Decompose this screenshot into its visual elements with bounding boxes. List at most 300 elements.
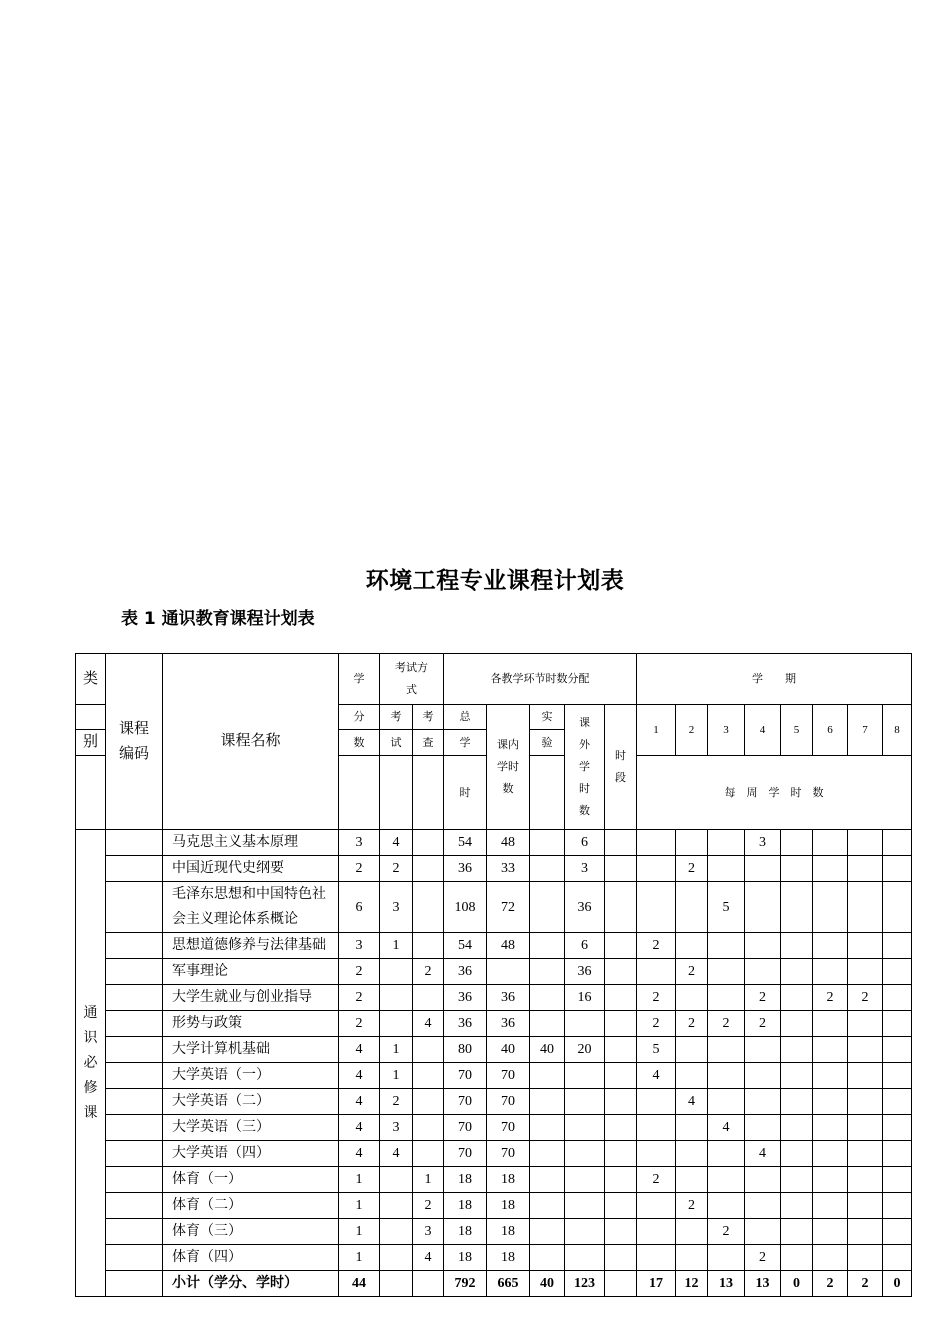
exam-cell: 2	[380, 1089, 413, 1115]
course-code-cell	[106, 1193, 163, 1219]
semester-6-hours-cell	[813, 1141, 848, 1167]
semester-6-hours-cell	[813, 1167, 848, 1193]
lab-hours-cell	[530, 959, 565, 985]
in-class-hours-cell: 72	[487, 882, 530, 933]
semester-7-hours-cell	[848, 1245, 883, 1271]
semester-6-hours-cell: 2	[813, 1271, 848, 1297]
check-cell: 2	[413, 1193, 444, 1219]
table-caption: 表 1 通识教育课程计划表	[121, 609, 315, 629]
header-total-hours-mid: 学	[444, 730, 487, 756]
period-cell	[605, 985, 637, 1011]
exam-cell: 4	[380, 830, 413, 856]
header-check: 考	[413, 705, 444, 730]
semester-4-hours-cell	[745, 882, 781, 933]
semester-4-hours-cell: 13	[745, 1271, 781, 1297]
semester-4-hours-cell: 4	[745, 1141, 781, 1167]
period-cell	[605, 1063, 637, 1089]
semester-5-hours-cell	[781, 933, 813, 959]
semester-1-hours-cell	[637, 1141, 676, 1167]
semester-5-hours-cell	[781, 1193, 813, 1219]
credit-cell: 4	[339, 1089, 380, 1115]
total-hours-cell: 36	[444, 856, 487, 882]
exam-cell: 4	[380, 1141, 413, 1167]
semester-6-hours-cell	[813, 1193, 848, 1219]
course-row	[76, 1037, 912, 1063]
credit-cell: 2	[339, 959, 380, 985]
total-hours-cell: 18	[444, 1193, 487, 1219]
in-class-hours-cell: 70	[487, 1141, 530, 1167]
semester-6-hours-cell	[813, 1063, 848, 1089]
credit-cell: 44	[339, 1271, 380, 1297]
header-lab-top: 实	[530, 705, 565, 730]
header-extra	[565, 705, 605, 830]
semester-6-hours-cell	[813, 882, 848, 933]
header-extra-c5: 数	[579, 805, 590, 817]
semester-8-hours-cell	[883, 1193, 912, 1219]
semester-5-hours-cell	[781, 1219, 813, 1245]
semester-4-hours-cell	[745, 933, 781, 959]
extra-hours-cell	[565, 1219, 605, 1245]
total-hours-cell: 54	[444, 933, 487, 959]
exam-cell	[380, 1011, 413, 1037]
period-cell	[605, 1167, 637, 1193]
exam-cell	[380, 985, 413, 1011]
extra-hours-cell	[565, 1011, 605, 1037]
semester-8-hours-cell	[883, 1037, 912, 1063]
header-total-hours-top: 总	[444, 705, 487, 730]
total-hours-cell: 70	[444, 1115, 487, 1141]
check-cell	[413, 933, 444, 959]
lab-hours-cell	[530, 933, 565, 959]
credit-cell: 6	[339, 882, 380, 933]
semester-5-hours-cell	[781, 959, 813, 985]
credit-cell: 1	[339, 1167, 380, 1193]
header-lab-blank	[530, 756, 565, 830]
semester-3-hours-cell	[708, 830, 745, 856]
in-class-hours-cell: 36	[487, 985, 530, 1011]
course-code-cell	[106, 1037, 163, 1063]
header-credit-bottom: 数	[339, 730, 380, 756]
lab-hours-cell	[530, 1245, 565, 1271]
semester-7-hours-cell	[848, 1011, 883, 1037]
semester-4-hours-cell: 2	[745, 985, 781, 1011]
header-sem-6: 6	[813, 705, 848, 756]
period-cell	[605, 830, 637, 856]
check-cell: 2	[413, 959, 444, 985]
semester-7-hours-cell	[848, 1193, 883, 1219]
semester-8-hours-cell	[883, 933, 912, 959]
exam-cell	[380, 1193, 413, 1219]
header-credit-top: 学	[339, 654, 380, 705]
semester-6-hours-cell	[813, 1219, 848, 1245]
total-hours-cell: 54	[444, 830, 487, 856]
extra-hours-cell	[565, 1245, 605, 1271]
total-hours-cell: 18	[444, 1167, 487, 1193]
lab-hours-cell	[530, 985, 565, 1011]
semester-3-hours-cell	[708, 1063, 745, 1089]
exam-cell: 1	[380, 1037, 413, 1063]
semester-3-hours-cell: 2	[708, 1011, 745, 1037]
period-cell	[605, 1219, 637, 1245]
course-name-cell: 体育（三）	[163, 1219, 339, 1245]
course-code-cell	[106, 959, 163, 985]
exam-cell	[380, 1271, 413, 1297]
course-code-cell	[106, 1141, 163, 1167]
semester-1-hours-cell: 2	[637, 933, 676, 959]
period-cell	[605, 933, 637, 959]
credit-cell: 4	[339, 1141, 380, 1167]
course-row	[76, 1245, 912, 1271]
exam-cell: 3	[380, 882, 413, 933]
credit-cell: 4	[339, 1063, 380, 1089]
header-course-code	[106, 654, 163, 830]
lab-hours-cell	[530, 1219, 565, 1245]
credit-cell: 1	[339, 1193, 380, 1219]
course-code-cell	[106, 1063, 163, 1089]
period-cell	[605, 856, 637, 882]
semester-6-hours-cell	[813, 1011, 848, 1037]
semester-6-hours-cell	[813, 959, 848, 985]
semester-1-hours-cell: 17	[637, 1271, 676, 1297]
semester-4-hours-cell: 2	[745, 1011, 781, 1037]
course-name-cell: 大学生就业与创业指导	[163, 985, 339, 1011]
check-cell	[413, 1115, 444, 1141]
semester-8-hours-cell	[883, 1245, 912, 1271]
semester-3-hours-cell	[708, 1141, 745, 1167]
course-name-cell: 小计（学分、学时）	[163, 1271, 339, 1297]
category-char: 通	[83, 1005, 98, 1021]
in-class-hours-cell: 70	[487, 1063, 530, 1089]
total-hours-cell: 70	[444, 1089, 487, 1115]
period-cell	[605, 1245, 637, 1271]
course-row	[76, 856, 912, 882]
course-row	[76, 1063, 912, 1089]
course-name-cell: 大学英语（一）	[163, 1063, 339, 1089]
semester-5-hours-cell: 0	[781, 1271, 813, 1297]
period-cell	[605, 882, 637, 933]
in-class-hours-cell: 33	[487, 856, 530, 882]
semester-2-hours-cell: 4	[676, 1089, 708, 1115]
semester-6-hours-cell	[813, 856, 848, 882]
semester-7-hours-cell	[848, 959, 883, 985]
semester-6-hours-cell	[813, 1037, 848, 1063]
total-hours-cell: 70	[444, 1141, 487, 1167]
semester-2-hours-cell	[676, 1115, 708, 1141]
header-credit-mid: 分	[339, 705, 380, 730]
semester-1-hours-cell	[637, 1089, 676, 1115]
semester-8-hours-cell	[883, 1011, 912, 1037]
semester-4-hours-cell	[745, 1167, 781, 1193]
total-hours-cell: 36	[444, 959, 487, 985]
course-row	[76, 985, 912, 1011]
extra-hours-cell	[565, 1115, 605, 1141]
semester-4-hours-cell	[745, 1193, 781, 1219]
course-row	[76, 933, 912, 959]
check-cell: 3	[413, 1219, 444, 1245]
header-exam-2: 试	[380, 730, 413, 756]
semester-5-hours-cell	[781, 1063, 813, 1089]
header-category-blank2	[76, 756, 106, 830]
semester-4-hours-cell	[745, 1089, 781, 1115]
semester-2-hours-cell: 2	[676, 1193, 708, 1219]
header-sem-2: 2	[676, 705, 708, 756]
check-cell	[413, 1141, 444, 1167]
header-category-bottom: 别	[76, 730, 106, 756]
semester-7-hours-cell	[848, 830, 883, 856]
semester-8-hours-cell	[883, 1115, 912, 1141]
semester-1-hours-cell	[637, 882, 676, 933]
course-code-cell	[106, 1089, 163, 1115]
in-class-hours-cell: 18	[487, 1245, 530, 1271]
header-extra-c3: 学	[579, 761, 590, 773]
check-cell	[413, 830, 444, 856]
semester-8-hours-cell	[883, 882, 912, 933]
semester-6-hours-cell	[813, 1089, 848, 1115]
header-category-top: 类	[76, 654, 106, 705]
check-cell	[413, 882, 444, 933]
category-char: 课	[83, 1105, 98, 1121]
extra-hours-cell	[565, 1141, 605, 1167]
check-cell	[413, 1063, 444, 1089]
lab-hours-cell	[530, 830, 565, 856]
semester-7-hours-cell	[848, 856, 883, 882]
lab-hours-cell	[530, 1193, 565, 1219]
header-in-class-line2: 学时	[497, 761, 519, 773]
total-hours-cell: 18	[444, 1245, 487, 1271]
semester-8-hours-cell	[883, 1167, 912, 1193]
semester-7-hours-cell: 2	[848, 985, 883, 1011]
semester-8-hours-cell	[883, 985, 912, 1011]
semester-2-hours-cell	[676, 1037, 708, 1063]
extra-hours-cell: 20	[565, 1037, 605, 1063]
credit-cell: 2	[339, 856, 380, 882]
semester-4-hours-cell: 2	[745, 1245, 781, 1271]
category-char: 修	[83, 1080, 98, 1096]
header-category-blank	[76, 705, 106, 730]
in-class-hours-cell: 70	[487, 1089, 530, 1115]
header-exam-mode	[380, 654, 444, 705]
semester-3-hours-cell	[708, 959, 745, 985]
subtotal-row	[76, 1271, 912, 1297]
header-extra-c2: 外	[579, 739, 590, 751]
semester-6-hours-cell	[813, 1115, 848, 1141]
semester-2-hours-cell	[676, 1063, 708, 1089]
semester-7-hours-cell	[848, 882, 883, 933]
semester-1-hours-cell: 2	[637, 985, 676, 1011]
semester-5-hours-cell	[781, 985, 813, 1011]
credit-cell: 1	[339, 1245, 380, 1271]
semester-5-hours-cell	[781, 830, 813, 856]
course-name-cell: 思想道德修养与法律基础	[163, 933, 339, 959]
period-cell	[605, 959, 637, 985]
course-code-cell	[106, 856, 163, 882]
course-name-cell: 大学英语（二）	[163, 1089, 339, 1115]
period-cell	[605, 1271, 637, 1297]
check-cell: 1	[413, 1167, 444, 1193]
lab-hours-cell	[530, 1011, 565, 1037]
semester-5-hours-cell	[781, 1167, 813, 1193]
semester-1-hours-cell: 5	[637, 1037, 676, 1063]
semester-5-hours-cell	[781, 1037, 813, 1063]
semester-5-hours-cell	[781, 856, 813, 882]
course-row	[76, 1167, 912, 1193]
semester-8-hours-cell	[883, 959, 912, 985]
semester-3-hours-cell	[708, 1037, 745, 1063]
course-row	[76, 1219, 912, 1245]
header-in-class-line3: 数	[502, 783, 514, 795]
header-extra-c4: 时	[579, 783, 590, 795]
semester-2-hours-cell	[676, 882, 708, 933]
total-hours-cell: 80	[444, 1037, 487, 1063]
semester-2-hours-cell	[676, 1141, 708, 1167]
semester-5-hours-cell	[781, 1115, 813, 1141]
header-in-class	[487, 705, 530, 830]
semester-3-hours-cell: 4	[708, 1115, 745, 1141]
category-char: 识	[83, 1030, 98, 1046]
semester-7-hours-cell	[848, 1037, 883, 1063]
semester-8-hours-cell: 0	[883, 1271, 912, 1297]
exam-cell	[380, 1167, 413, 1193]
lab-hours-cell: 40	[530, 1037, 565, 1063]
exam-cell	[380, 1219, 413, 1245]
course-row	[76, 1193, 912, 1219]
in-class-hours-cell: 18	[487, 1219, 530, 1245]
semester-2-hours-cell	[676, 1245, 708, 1271]
course-plan-table	[75, 653, 912, 1297]
extra-hours-cell: 123	[565, 1271, 605, 1297]
semester-5-hours-cell	[781, 1089, 813, 1115]
semester-4-hours-cell	[745, 1115, 781, 1141]
semester-7-hours-cell	[848, 1089, 883, 1115]
course-name-cell: 中国近现代史纲要	[163, 856, 339, 882]
category-char: 必	[83, 1055, 98, 1071]
course-name-cell: 军事理论	[163, 959, 339, 985]
semester-5-hours-cell	[781, 1141, 813, 1167]
in-class-hours-cell	[487, 959, 530, 985]
extra-hours-cell: 6	[565, 830, 605, 856]
extra-hours-cell	[565, 1089, 605, 1115]
semester-3-hours-cell	[708, 1193, 745, 1219]
period-cell	[605, 1011, 637, 1037]
exam-cell: 2	[380, 856, 413, 882]
course-row	[76, 830, 912, 856]
lab-hours-cell	[530, 1167, 565, 1193]
course-code-cell	[106, 1167, 163, 1193]
semester-3-hours-cell	[708, 1089, 745, 1115]
semester-2-hours-cell	[676, 1219, 708, 1245]
semester-6-hours-cell	[813, 830, 848, 856]
header-total-hours-bottom: 时	[444, 756, 487, 830]
extra-hours-cell: 3	[565, 856, 605, 882]
lab-hours-cell: 40	[530, 1271, 565, 1297]
semester-4-hours-cell	[745, 1063, 781, 1089]
semester-1-hours-cell	[637, 959, 676, 985]
semester-3-hours-cell: 2	[708, 1219, 745, 1245]
course-name-cell: 大学计算机基础	[163, 1037, 339, 1063]
header-sem-7: 7	[848, 705, 883, 756]
semester-3-hours-cell	[708, 1245, 745, 1271]
header-exam-mode-line2: 式	[406, 684, 417, 696]
exam-cell: 1	[380, 933, 413, 959]
lab-hours-cell	[530, 1063, 565, 1089]
header-exam: 考	[380, 705, 413, 730]
credit-cell: 4	[339, 1115, 380, 1141]
semester-4-hours-cell	[745, 959, 781, 985]
semester-3-hours-cell	[708, 856, 745, 882]
header-weekly-hours: 每 周 学 时 数	[637, 756, 912, 830]
semester-2-hours-cell: 2	[676, 1011, 708, 1037]
course-row	[76, 1089, 912, 1115]
header-check-2: 查	[413, 730, 444, 756]
semester-6-hours-cell	[813, 1245, 848, 1271]
semester-2-hours-cell	[676, 985, 708, 1011]
semester-2-hours-cell	[676, 830, 708, 856]
header-exam-blank	[380, 756, 413, 830]
header-course-name: 课程名称	[163, 654, 339, 830]
semester-1-hours-cell: 4	[637, 1063, 676, 1089]
course-row	[76, 959, 912, 985]
period-cell	[605, 1141, 637, 1167]
credit-cell: 2	[339, 1011, 380, 1037]
semester-2-hours-cell	[676, 1167, 708, 1193]
check-cell	[413, 1037, 444, 1063]
check-cell: 4	[413, 1245, 444, 1271]
header-lab-bottom: 验	[530, 730, 565, 756]
total-hours-cell: 36	[444, 1011, 487, 1037]
semester-1-hours-cell	[637, 1115, 676, 1141]
semester-1-hours-cell	[637, 856, 676, 882]
course-code-cell	[106, 933, 163, 959]
header-course-code-line1: 课程	[118, 720, 149, 737]
total-hours-cell: 70	[444, 1063, 487, 1089]
course-name-cell: 毛泽东思想和中国特色社会主义理论体系概论	[163, 882, 339, 933]
semester-7-hours-cell	[848, 1063, 883, 1089]
lab-hours-cell	[530, 1089, 565, 1115]
course-name-cell: 形势与政策	[163, 1011, 339, 1037]
semester-7-hours-cell	[848, 1167, 883, 1193]
semester-1-hours-cell: 2	[637, 1011, 676, 1037]
course-name-cell: 大学英语（三）	[163, 1115, 339, 1141]
total-hours-cell: 36	[444, 985, 487, 1011]
semester-4-hours-cell	[745, 856, 781, 882]
semester-3-hours-cell	[708, 933, 745, 959]
extra-hours-cell: 36	[565, 959, 605, 985]
semester-1-hours-cell	[637, 830, 676, 856]
header-credit-blank	[339, 756, 380, 830]
exam-cell: 1	[380, 1063, 413, 1089]
lab-hours-cell	[530, 856, 565, 882]
course-code-cell	[106, 1011, 163, 1037]
credit-cell: 2	[339, 985, 380, 1011]
semester-4-hours-cell	[745, 1037, 781, 1063]
extra-hours-cell: 36	[565, 882, 605, 933]
exam-cell	[380, 959, 413, 985]
course-name-cell: 大学英语（四）	[163, 1141, 339, 1167]
semester-2-hours-cell: 2	[676, 959, 708, 985]
semester-5-hours-cell	[781, 1245, 813, 1271]
check-cell	[413, 1089, 444, 1115]
header-sem-3: 3	[708, 705, 745, 756]
exam-cell	[380, 1245, 413, 1271]
semester-8-hours-cell	[883, 1089, 912, 1115]
course-code-cell	[106, 830, 163, 856]
in-class-hours-cell: 48	[487, 933, 530, 959]
course-code-cell	[106, 1245, 163, 1271]
in-class-hours-cell: 665	[487, 1271, 530, 1297]
credit-cell: 4	[339, 1037, 380, 1063]
period-cell	[605, 1037, 637, 1063]
semester-8-hours-cell	[883, 856, 912, 882]
